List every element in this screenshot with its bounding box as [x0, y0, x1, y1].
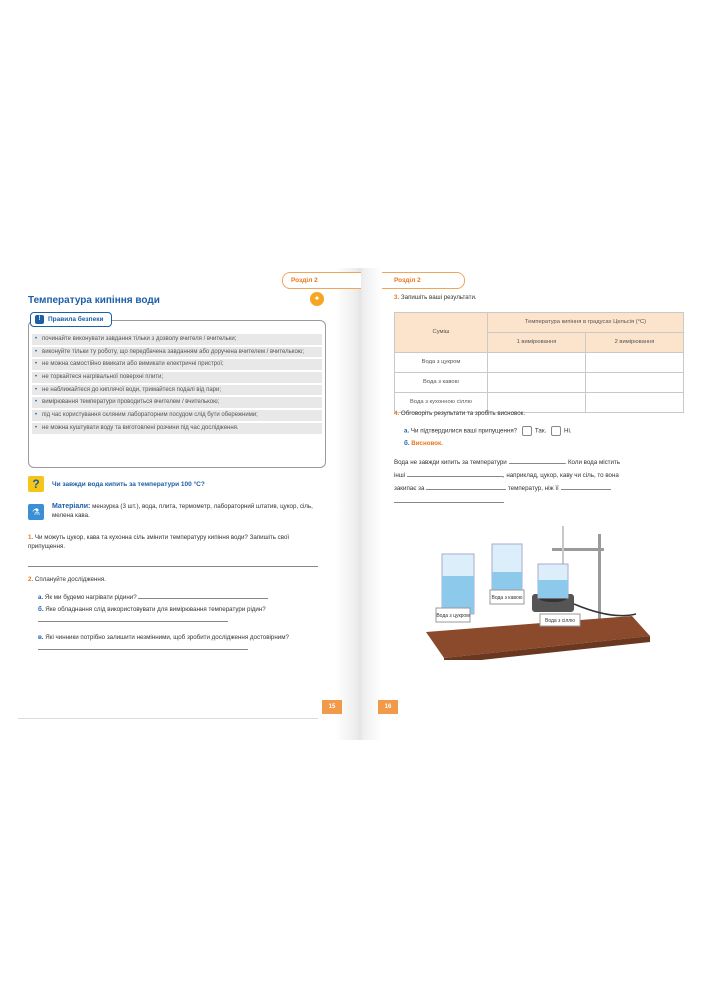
safety-rules [32, 334, 322, 436]
safety-rule: • не можна куштувати воду та виготовлені розчини під час дослідження. [32, 423, 322, 434]
stand-clamp [552, 548, 604, 551]
table-cell-input[interactable] [585, 353, 683, 373]
beaker-label: Вода з кавою [491, 595, 523, 601]
beaker-label: Вода з цукром [436, 613, 470, 619]
task-4a: а. Чи підтвердилися ваші припущення? Так. Ні. [404, 427, 572, 435]
flask-icon: ⚗ [28, 504, 44, 520]
table-cell-input[interactable] [488, 373, 586, 393]
beaker-water [538, 580, 568, 598]
right-section-header: Розділ 2 [382, 272, 465, 289]
lightbulb-icon: ✦ [310, 292, 324, 306]
table-row: Вода з кухонною сіллю [395, 393, 684, 413]
lab-illustration [422, 524, 662, 660]
safety-rule: • не торкайтеся нагрівальної поверхні плити; [32, 372, 322, 383]
left-footer-fineprint [18, 718, 336, 725]
table-cell-input[interactable] [585, 373, 683, 393]
answer-line[interactable] [426, 483, 506, 490]
table-header: 2 вимірювання [585, 333, 683, 353]
table-cell-input[interactable] [585, 393, 683, 413]
materials [52, 502, 322, 521]
table-header: Температура кипіння в градусах Цельсія (°С) [488, 313, 684, 333]
safety-rule: • не наближайтеся до киплячої води, тримайтеся подалі від пари; [32, 385, 322, 396]
right-page [382, 268, 700, 740]
task-2-text: Сплануйте дослідження. [34, 576, 106, 583]
safety-rule: • починайте виконувати завдання тільки з дозволу вчителя / вчительки; [32, 334, 322, 345]
answer-line[interactable] [407, 470, 503, 477]
table-header: 1 вимірювання [488, 333, 586, 353]
task-4: 4. Обговоріть результати та зробіть висновок. [394, 410, 526, 417]
table-header: Суміш [395, 313, 488, 353]
yes-checkbox[interactable] [522, 426, 532, 436]
left-page [18, 268, 336, 740]
results-table [394, 312, 684, 413]
answer-line[interactable] [561, 483, 611, 490]
book-gutter [336, 268, 382, 740]
materials-label: Матеріали: [52, 503, 91, 510]
research-question: Чи завжди вода кипить за температури 100 °С? [52, 481, 205, 488]
task-2: 2. Сплануйте дослідження. [28, 576, 106, 583]
safety-rule: • вимірювання температури проводиться вчителем / вчителькою; [32, 397, 322, 408]
warning-icon: ! [35, 315, 44, 324]
task-3: 3. Запишіть ваші результати. [394, 294, 477, 301]
answer-line[interactable] [138, 592, 268, 599]
beaker-label: Вода з сіллю [545, 618, 575, 624]
page-number: 15 [322, 700, 342, 714]
left-section-header: Розділ 2 [282, 272, 361, 289]
power-cable [574, 604, 636, 616]
safety-rule: • не можна самостійно вмикати або вимикати електричні пристрої; [32, 359, 322, 370]
safety-rule: • під час користування скляним лабораторним посудом слід бути обережними; [32, 410, 322, 421]
question-icon: ? [28, 476, 44, 492]
safety-rule: • виконуйте тільки ту роботу, що передбачена завданням або доручена вчителем / вчителькою; [32, 347, 322, 358]
answer-line[interactable] [394, 496, 504, 503]
answer-line[interactable] [509, 457, 565, 464]
answer-line[interactable] [38, 615, 228, 622]
book-spread [18, 268, 700, 740]
task-4b: б. Висновок. [404, 440, 443, 447]
table-row: Вода з кавою [395, 373, 684, 393]
materials-text: мензурка (3 шт.), вода, плита, термометр, лабораторний штатив, цукор, сіль, мелена кава. [52, 503, 313, 520]
task-2-item: б. Яке обладнання слід використовувати для вимірювання температури рідин? [38, 606, 322, 626]
conclusion-text: Вода не завжди кипить за температури . Коли вода містить інші , наприклад, цукор, каву чи сіль, то вона закипає за температур, ніж її [394, 456, 690, 508]
task-2-item: а. Як ми будемо нагрівати рідини? [38, 592, 322, 603]
page-title: Температура кипіння води [28, 295, 160, 306]
safety-heading: ! Правила безпеки [30, 312, 112, 327]
task-2-item: в. Які чинники потрібно залишити незмінними, щоб зробити дослідження достовірним? [38, 634, 322, 654]
answer-line[interactable] [28, 560, 318, 567]
task-1-text: Чи можуть цукор, кава та кухонна сіль змінити температуру кипіння води? Запишіть свої припущення. [28, 534, 290, 550]
task-1: 1. Чи можуть цукор, кава та кухонна сіль змінити температуру кипіння води? Запишіть свої припущення. [28, 534, 322, 567]
table-row: Вода з цукром [395, 353, 684, 373]
no-checkbox[interactable] [551, 426, 561, 436]
answer-line[interactable] [38, 643, 248, 650]
page-number: 16 [378, 700, 398, 714]
table-cell-input[interactable] [488, 353, 586, 373]
